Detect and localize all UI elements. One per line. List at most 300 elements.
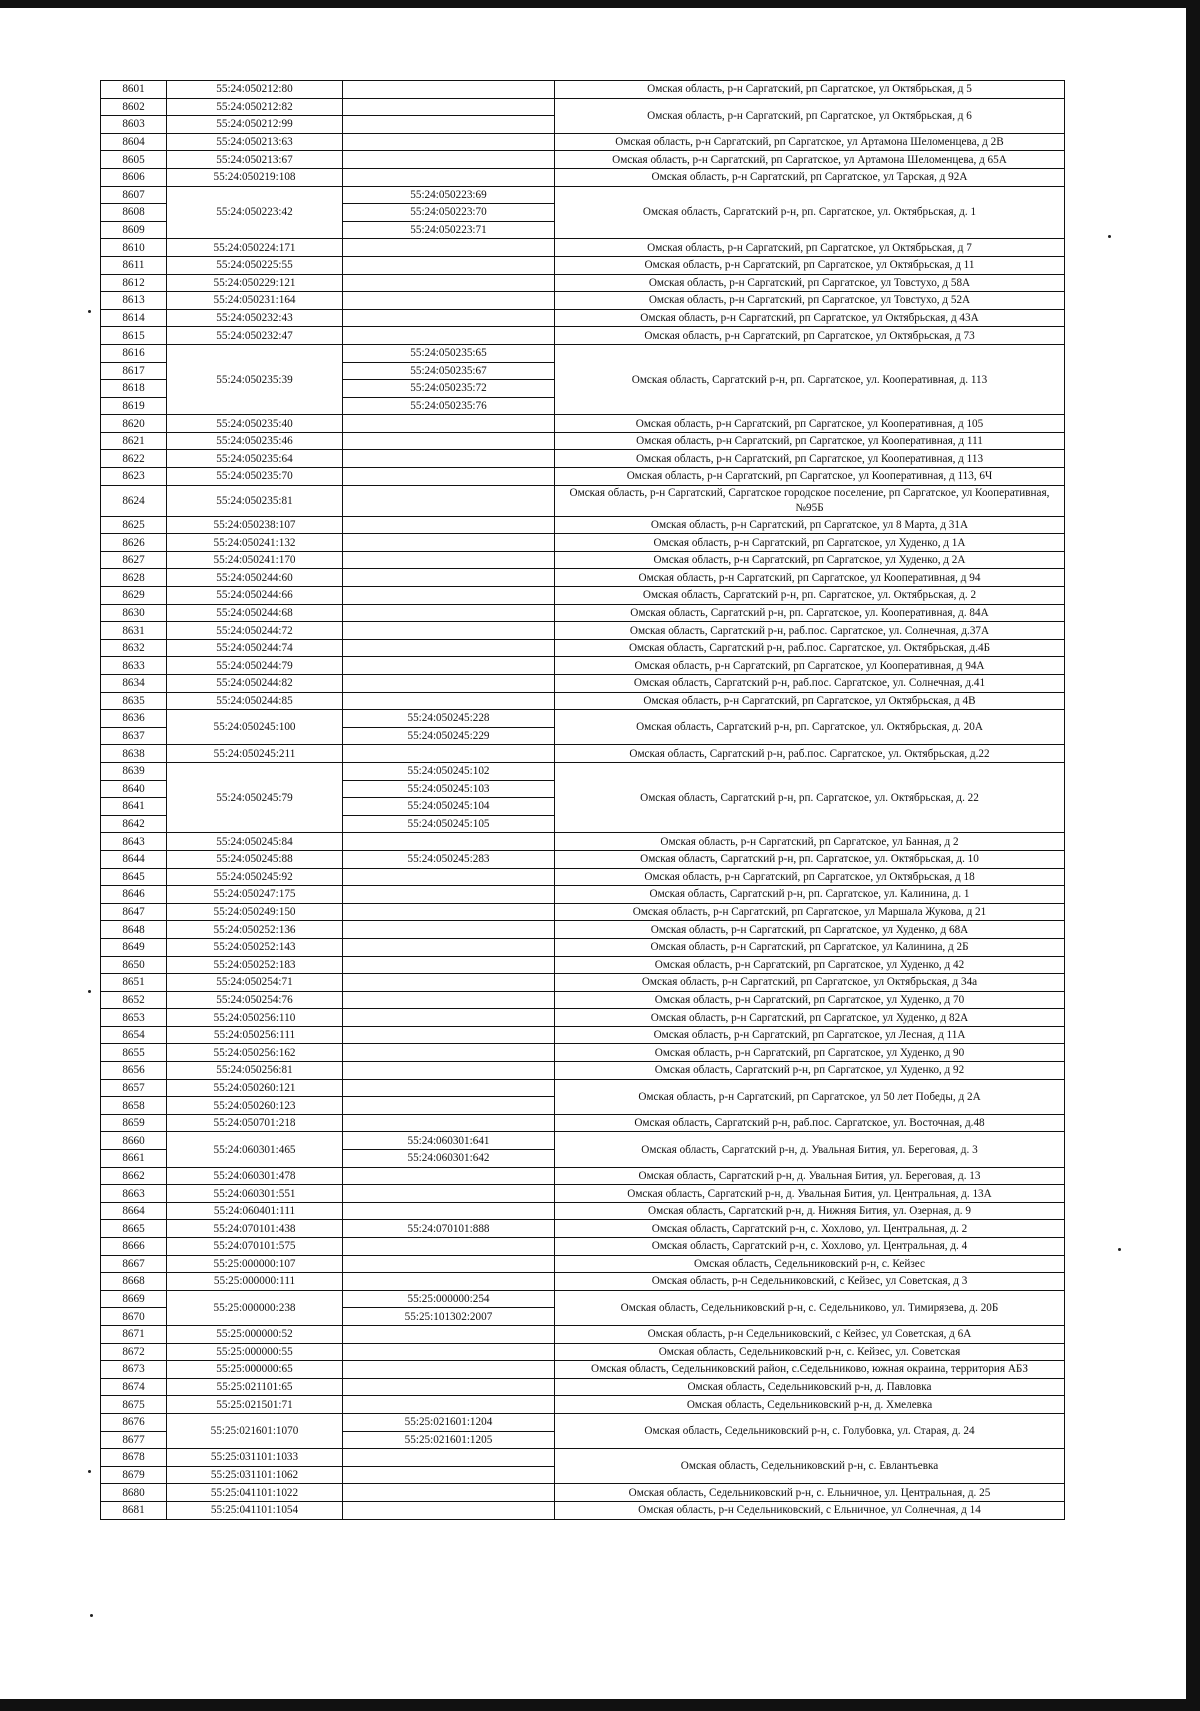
row-number: 8668	[101, 1273, 167, 1291]
linked-cadastral-number	[343, 868, 555, 886]
table-row	[101, 415, 1065, 433]
linked-cadastral-number	[343, 956, 555, 974]
linked-cadastral-number: 55:24:050223:69	[343, 186, 555, 204]
scan-speck	[88, 990, 91, 993]
cadastral-number: 55:25:000000:55	[167, 1343, 343, 1361]
address: Омская область, р-н Саргатский, рп Саргатское, ул Товстухо, д 52А	[555, 292, 1065, 310]
table-row	[101, 1484, 1065, 1502]
address: Омская область, Саргатский р-н, раб.пос. Саргатское, ул. Солнечная, д.41	[555, 675, 1065, 693]
table-row	[101, 274, 1065, 292]
address: Омская область, Саргатский р-н, рп. Саргатское, ул. Кооперативная, д. 84А	[555, 604, 1065, 622]
row-number: 8661	[101, 1150, 167, 1168]
linked-cadastral-number: 55:24:050245:229	[343, 727, 555, 745]
table-row	[101, 1501, 1065, 1519]
table-row	[101, 1167, 1065, 1185]
linked-cadastral-number	[343, 569, 555, 587]
address: Омская область, р-н Саргатский, рп Саргатское, ул Худенко, д 90	[555, 1044, 1065, 1062]
address: Омская область, р-н Саргатский, рп Саргатское, ул Кооперативная, д 105	[555, 415, 1065, 433]
address: Омская область, Седельниковский район, с.Седельниково, южная окраина, территория АБЗ	[555, 1361, 1065, 1379]
cadastral-number: 55:24:050213:67	[167, 151, 343, 169]
row-number: 8604	[101, 133, 167, 151]
row-number: 8680	[101, 1484, 167, 1502]
table-row	[101, 639, 1065, 657]
linked-cadastral-number	[343, 1185, 555, 1203]
row-number: 8676	[101, 1413, 167, 1431]
linked-cadastral-number: 55:25:000000:254	[343, 1290, 555, 1308]
address: Омская область, р-н Саргатский, рп Саргатское, ул Октябрьская, д 18	[555, 868, 1065, 886]
table-row	[101, 657, 1065, 675]
address: Омская область, р-н Седельниковский, с Ельничное, ул Солнечная, д 14	[555, 1501, 1065, 1519]
row-number: 8663	[101, 1185, 167, 1203]
row-number: 8629	[101, 587, 167, 605]
cadastral-number: 55:24:060301:478	[167, 1167, 343, 1185]
table-row	[101, 956, 1065, 974]
address: Омская область, р-н Саргатский, рп Саргатское, ул Маршала Жукова, д 21	[555, 903, 1065, 921]
linked-cadastral-number: 55:24:050235:72	[343, 380, 555, 398]
address: Омская область, Саргатский р-н, раб.пос. Саргатское, ул. Солнечная, д.37А	[555, 622, 1065, 640]
cadastral-number: 55:24:060401:111	[167, 1202, 343, 1220]
cadastral-number: 55:24:050235:39	[167, 344, 343, 414]
row-number: 8654	[101, 1026, 167, 1044]
row-number: 8601	[101, 81, 167, 99]
linked-cadastral-number: 55:24:050245:103	[343, 780, 555, 798]
linked-cadastral-number	[343, 151, 555, 169]
table-row	[101, 1343, 1065, 1361]
cadastral-number: 55:25:031101:1033	[167, 1449, 343, 1467]
table-row	[101, 1185, 1065, 1203]
address: Омская область, Седельниковский р-н, с. Седельниково, ул. Тимирязева, д. 20Б	[555, 1290, 1065, 1325]
linked-cadastral-number	[343, 274, 555, 292]
linked-cadastral-number	[343, 745, 555, 763]
cadastral-number: 55:24:050241:170	[167, 551, 343, 569]
cadastral-number: 55:24:050260:121	[167, 1079, 343, 1097]
table-row	[101, 850, 1065, 868]
table-row	[101, 991, 1065, 1009]
cadastral-number: 55:24:050244:82	[167, 675, 343, 693]
table-row	[101, 745, 1065, 763]
linked-cadastral-number: 55:24:050245:228	[343, 710, 555, 728]
row-number: 8641	[101, 798, 167, 816]
table-row	[101, 762, 1065, 780]
cadastral-number: 55:24:050235:81	[167, 485, 343, 516]
table-row	[101, 1290, 1065, 1308]
address: Омская область, р-н Саргатский, рп Саргатское, ул Худенко, д 70	[555, 991, 1065, 1009]
table-row	[101, 292, 1065, 310]
linked-cadastral-number	[343, 991, 555, 1009]
linked-cadastral-number: 55:24:050235:76	[343, 397, 555, 415]
row-number: 8655	[101, 1044, 167, 1062]
linked-cadastral-number	[343, 468, 555, 486]
linked-cadastral-number	[343, 1466, 555, 1484]
cadastral-number: 55:24:050245:211	[167, 745, 343, 763]
address: Омская область, Саргатский р-н, рп. Саргатское, ул. Октябрьская, д. 20А	[555, 710, 1065, 745]
row-number: 8669	[101, 1290, 167, 1308]
row-number: 8643	[101, 833, 167, 851]
linked-cadastral-number	[343, 116, 555, 134]
table-row	[101, 1079, 1065, 1097]
linked-cadastral-number	[343, 1026, 555, 1044]
row-number: 8613	[101, 292, 167, 310]
cadastral-number: 55:24:050224:171	[167, 239, 343, 257]
row-number: 8673	[101, 1361, 167, 1379]
table-row	[101, 309, 1065, 327]
row-number: 8606	[101, 168, 167, 186]
table-row	[101, 974, 1065, 992]
linked-cadastral-number: 55:24:060301:642	[343, 1150, 555, 1168]
linked-cadastral-number	[343, 1378, 555, 1396]
table-row	[101, 81, 1065, 99]
address: Омская область, р-н Саргатский, Саргатское городское поселение, рп Саргатское, ул Кооперативная, №95Б	[555, 485, 1065, 516]
table-row	[101, 133, 1065, 151]
address: Омская область, р-н Седельниковский, с Кейзес, ул Советская, д 3	[555, 1273, 1065, 1291]
address: Омская область, Седельниковский р-н, с. Кейзес	[555, 1255, 1065, 1273]
row-number: 8656	[101, 1062, 167, 1080]
linked-cadastral-number: 55:24:050235:67	[343, 362, 555, 380]
cadastral-number: 55:24:050212:82	[167, 98, 343, 116]
address: Омская область, Саргатский р-н, рп. Саргатское, ул. Октябрьская, д. 22	[555, 762, 1065, 832]
linked-cadastral-number	[343, 1044, 555, 1062]
cadastral-number: 55:24:050225:55	[167, 256, 343, 274]
scan-edge-top	[0, 0, 1200, 8]
linked-cadastral-number: 55:24:060301:641	[343, 1132, 555, 1150]
cadastral-number: 55:25:041101:1022	[167, 1484, 343, 1502]
linked-cadastral-number	[343, 1449, 555, 1467]
address: Омская область, р-н Саргатский, рп Саргатское, ул Худенко, д 1А	[555, 534, 1065, 552]
linked-cadastral-number: 55:24:050245:104	[343, 798, 555, 816]
row-number: 8639	[101, 762, 167, 780]
address: Омская область, р-н Саргатский, рп Саргатское, ул Октябрьская, д 4В	[555, 692, 1065, 710]
cadastral-number: 55:24:050213:63	[167, 133, 343, 151]
linked-cadastral-number	[343, 833, 555, 851]
address: Омская область, р-н Саргатский, рп Саргатское, ул Тарская, д 92А	[555, 168, 1065, 186]
row-number: 8678	[101, 1449, 167, 1467]
linked-cadastral-number	[343, 1062, 555, 1080]
row-number: 8650	[101, 956, 167, 974]
address: Омская область, Саргатский р-н, рп. Саргатское, ул. Калинина, д. 1	[555, 886, 1065, 904]
table-row	[101, 468, 1065, 486]
address: Омская область, Саргатский р-н, рп. Саргатское, ул. Октябрьская, д. 1	[555, 186, 1065, 239]
cadastral-number: 55:24:050223:42	[167, 186, 343, 239]
row-number: 8607	[101, 186, 167, 204]
table-row	[101, 868, 1065, 886]
row-number: 8616	[101, 344, 167, 362]
table-row	[101, 534, 1065, 552]
linked-cadastral-number	[343, 622, 555, 640]
linked-cadastral-number	[343, 1114, 555, 1132]
linked-cadastral-number	[343, 1202, 555, 1220]
address: Омская область, Саргатский р-н, д. Увальная Бития, ул. Береговая, д. 13	[555, 1167, 1065, 1185]
table-row	[101, 1026, 1065, 1044]
row-number: 8662	[101, 1167, 167, 1185]
table-row	[101, 168, 1065, 186]
linked-cadastral-number: 55:25:021601:1204	[343, 1413, 555, 1431]
row-number: 8611	[101, 256, 167, 274]
address: Омская область, Саргатский р-н, раб.пос. Саргатское, ул. Октябрьская, д.22	[555, 745, 1065, 763]
cadastral-number: 55:24:050256:111	[167, 1026, 343, 1044]
linked-cadastral-number	[343, 921, 555, 939]
table-row	[101, 450, 1065, 468]
row-number: 8644	[101, 850, 167, 868]
cadastral-number: 55:24:050241:132	[167, 534, 343, 552]
row-number: 8623	[101, 468, 167, 486]
row-number: 8666	[101, 1238, 167, 1256]
table-row	[101, 692, 1065, 710]
row-number: 8635	[101, 692, 167, 710]
row-number: 8608	[101, 204, 167, 222]
linked-cadastral-number	[343, 1009, 555, 1027]
row-number: 8632	[101, 639, 167, 657]
row-number: 8603	[101, 116, 167, 134]
row-number: 8645	[101, 868, 167, 886]
cadastral-number: 55:24:050244:68	[167, 604, 343, 622]
row-number: 8653	[101, 1009, 167, 1027]
row-number: 8677	[101, 1431, 167, 1449]
register-table	[100, 80, 1065, 1520]
row-number: 8659	[101, 1114, 167, 1132]
linked-cadastral-number	[343, 938, 555, 956]
cadastral-number: 55:24:050235:70	[167, 468, 343, 486]
address: Омская область, Седельниковский р-н, д. Павловка	[555, 1378, 1065, 1396]
table-row	[101, 1378, 1065, 1396]
table-row	[101, 256, 1065, 274]
cadastral-number: 55:24:050235:64	[167, 450, 343, 468]
table-row	[101, 432, 1065, 450]
row-number: 8624	[101, 485, 167, 516]
cadastral-number: 55:24:050232:47	[167, 327, 343, 345]
row-number: 8647	[101, 903, 167, 921]
linked-cadastral-number	[343, 692, 555, 710]
cadastral-number: 55:25:000000:107	[167, 1255, 343, 1273]
linked-cadastral-number	[343, 516, 555, 534]
cadastral-number: 55:25:000000:111	[167, 1273, 343, 1291]
address: Омская область, Седельниковский р-н, с. Кейзес, ул. Советская	[555, 1343, 1065, 1361]
linked-cadastral-number	[343, 534, 555, 552]
row-number: 8628	[101, 569, 167, 587]
cadastral-number: 55:25:041101:1054	[167, 1501, 343, 1519]
linked-cadastral-number	[343, 657, 555, 675]
linked-cadastral-number	[343, 903, 555, 921]
address: Омская область, р-н Саргатский, рп Саргатское, ул Кооперативная, д 113	[555, 450, 1065, 468]
address: Омская область, р-н Саргатский, рп Саргатское, ул 50 лет Победы, д 2А	[555, 1079, 1065, 1114]
cadastral-number: 55:24:070101:575	[167, 1238, 343, 1256]
cadastral-number: 55:24:050252:136	[167, 921, 343, 939]
table-row	[101, 886, 1065, 904]
cadastral-number: 55:24:050244:60	[167, 569, 343, 587]
row-number: 8648	[101, 921, 167, 939]
cadastral-number: 55:25:031101:1062	[167, 1466, 343, 1484]
row-number: 8640	[101, 780, 167, 798]
scan-speck	[90, 1614, 93, 1617]
linked-cadastral-number	[343, 256, 555, 274]
address: Омская область, р-н Саргатский, рп Саргатское, ул Худенко, д 2А	[555, 551, 1065, 569]
table-row	[101, 1449, 1065, 1467]
row-number: 8621	[101, 432, 167, 450]
address: Омская область, Саргатский р-н, д. Нижняя Бития, ул. Озерная, д. 9	[555, 1202, 1065, 1220]
address: Омская область, р-н Саргатский, рп Саргатское, ул Кооперативная, д 94	[555, 569, 1065, 587]
address: Омская область, р-н Саргатский, рп Саргатское, ул Банная, д 2	[555, 833, 1065, 851]
scan-speck	[1108, 235, 1111, 238]
cadastral-number: 55:24:050244:74	[167, 639, 343, 657]
linked-cadastral-number: 55:24:050223:70	[343, 204, 555, 222]
row-number: 8612	[101, 274, 167, 292]
linked-cadastral-number	[343, 1238, 555, 1256]
table-row	[101, 98, 1065, 116]
row-number: 8614	[101, 309, 167, 327]
address: Омская область, р-н Саргатский, рп Саргатское, ул Артамона Шеломенцева, д 2В	[555, 133, 1065, 151]
address: Омская область, р-н Седельниковский, с Кейзес, ул Советская, д 6А	[555, 1325, 1065, 1343]
row-number: 8649	[101, 938, 167, 956]
linked-cadastral-number	[343, 604, 555, 622]
cadastral-number: 55:24:050260:123	[167, 1097, 343, 1115]
table-row	[101, 186, 1065, 204]
linked-cadastral-number	[343, 1079, 555, 1097]
row-number: 8679	[101, 1466, 167, 1484]
table-row	[101, 1273, 1065, 1291]
cadastral-number: 55:24:050254:71	[167, 974, 343, 992]
cadastral-number: 55:24:050219:108	[167, 168, 343, 186]
linked-cadastral-number	[343, 485, 555, 516]
linked-cadastral-number	[343, 168, 555, 186]
linked-cadastral-number: 55:24:050223:71	[343, 221, 555, 239]
scan-speck	[1118, 1248, 1121, 1251]
cadastral-number: 55:24:050252:143	[167, 938, 343, 956]
cadastral-number: 55:24:050244:66	[167, 587, 343, 605]
row-number: 8675	[101, 1396, 167, 1414]
linked-cadastral-number: 55:24:070101:888	[343, 1220, 555, 1238]
table-row	[101, 344, 1065, 362]
address: Омская область, Седельниковский р-н, с. Евлантьевка	[555, 1449, 1065, 1484]
cadastral-number: 55:25:021601:1070	[167, 1413, 343, 1448]
cadastral-number: 55:25:021501:71	[167, 1396, 343, 1414]
table-row	[101, 1132, 1065, 1150]
row-number: 8625	[101, 516, 167, 534]
table-row	[101, 239, 1065, 257]
cadastral-number: 55:24:050235:46	[167, 432, 343, 450]
cadastral-number: 55:25:000000:52	[167, 1325, 343, 1343]
row-number: 8664	[101, 1202, 167, 1220]
linked-cadastral-number	[343, 675, 555, 693]
row-number: 8634	[101, 675, 167, 693]
linked-cadastral-number	[343, 309, 555, 327]
address: Омская область, р-н Саргатский, рп Саргатское, ул Кооперативная, д 94А	[555, 657, 1065, 675]
linked-cadastral-number	[343, 81, 555, 99]
cadastral-number: 55:24:050245:92	[167, 868, 343, 886]
cadastral-number: 55:24:050245:88	[167, 850, 343, 868]
address: Омская область, р-н Саргатский, рп Саргатское, ул Артамона Шеломенцева, д 65А	[555, 151, 1065, 169]
cadastral-number: 55:24:050256:162	[167, 1044, 343, 1062]
row-number: 8620	[101, 415, 167, 433]
address: Омская область, Саргатский р-н, с. Хохлово, ул. Центральная, д. 4	[555, 1238, 1065, 1256]
linked-cadastral-number	[343, 1484, 555, 1502]
table-row	[101, 675, 1065, 693]
linked-cadastral-number	[343, 98, 555, 116]
address: Омская область, Саргатский р-н, д. Увальная Бития, ул. Центральная, д. 13А	[555, 1185, 1065, 1203]
row-number: 8615	[101, 327, 167, 345]
row-number: 8622	[101, 450, 167, 468]
linked-cadastral-number	[343, 1167, 555, 1185]
table-row	[101, 1238, 1065, 1256]
table-row	[101, 327, 1065, 345]
row-number: 8617	[101, 362, 167, 380]
row-number: 8602	[101, 98, 167, 116]
row-number: 8657	[101, 1079, 167, 1097]
table-row	[101, 938, 1065, 956]
address: Омская область, р-н Саргатский, рп Саргатское, ул Октябрьская, д 6	[555, 98, 1065, 133]
cadastral-number: 55:24:050247:175	[167, 886, 343, 904]
cadastral-number: 55:25:000000:238	[167, 1290, 343, 1325]
row-number: 8658	[101, 1097, 167, 1115]
address: Омская область, р-н Саргатский, рп Саргатское, ул Октябрьская, д 5	[555, 81, 1065, 99]
table-row	[101, 1114, 1065, 1132]
address: Омская область, р-н Саргатский, рп Саргатское, ул Худенко, д 68А	[555, 921, 1065, 939]
cadastral-number: 55:24:050244:85	[167, 692, 343, 710]
row-number: 8626	[101, 534, 167, 552]
address: Омская область, р-н Саргатский, рп Саргатское, ул Октябрьская, д 43А	[555, 309, 1065, 327]
linked-cadastral-number	[343, 239, 555, 257]
address: Омская область, р-н Саргатский, рп Саргатское, ул Октябрьская, д 11	[555, 256, 1065, 274]
address: Омская область, Саргатский р-н, рп. Саргатское, ул. Октябрьская, д. 10	[555, 850, 1065, 868]
linked-cadastral-number	[343, 1273, 555, 1291]
row-number: 8652	[101, 991, 167, 1009]
table-row	[101, 1325, 1065, 1343]
cadastral-number: 55:24:050256:81	[167, 1062, 343, 1080]
cadastral-number: 55:24:050256:110	[167, 1009, 343, 1027]
address: Омская область, Саргатский р-н, раб.пос. Саргатское, ул. Восточная, д.48	[555, 1114, 1065, 1132]
row-number: 8636	[101, 710, 167, 728]
row-number: 8681	[101, 1501, 167, 1519]
linked-cadastral-number	[343, 450, 555, 468]
address: Омская область, р-н Саргатский, рп Саргатское, ул Кооперативная, д 113, 6Ч	[555, 468, 1065, 486]
linked-cadastral-number	[343, 1255, 555, 1273]
address: Омская область, Седельниковский р-н, д. Хмелевка	[555, 1396, 1065, 1414]
table-row	[101, 1062, 1065, 1080]
row-number: 8642	[101, 815, 167, 833]
linked-cadastral-number	[343, 292, 555, 310]
cadastral-number: 55:24:050254:76	[167, 991, 343, 1009]
table-row	[101, 1413, 1065, 1431]
row-number: 8651	[101, 974, 167, 992]
row-number: 8660	[101, 1132, 167, 1150]
table-row	[101, 1255, 1065, 1273]
register-table-body	[101, 81, 1065, 1520]
table-row	[101, 1044, 1065, 1062]
cadastral-number: 55:24:050235:40	[167, 415, 343, 433]
address: Омская область, Саргатский р-н, д. Увальная Бития, ул. Береговая, д. 3	[555, 1132, 1065, 1167]
address: Омская область, Саргатский р-н, рп Саргатское, ул Худенко, д 92	[555, 1062, 1065, 1080]
scan-edge-right	[1186, 0, 1200, 1711]
row-number: 8627	[101, 551, 167, 569]
cadastral-number: 55:24:050232:43	[167, 309, 343, 327]
table-row	[101, 1361, 1065, 1379]
table-row	[101, 710, 1065, 728]
row-number: 8674	[101, 1378, 167, 1396]
row-number: 8618	[101, 380, 167, 398]
table-row	[101, 587, 1065, 605]
linked-cadastral-number	[343, 886, 555, 904]
row-number: 8610	[101, 239, 167, 257]
cadastral-number: 55:24:050252:183	[167, 956, 343, 974]
row-number: 8630	[101, 604, 167, 622]
linked-cadastral-number: 55:24:050245:105	[343, 815, 555, 833]
linked-cadastral-number	[343, 1361, 555, 1379]
linked-cadastral-number: 55:24:050245:283	[343, 850, 555, 868]
cadastral-number: 55:24:050245:100	[167, 710, 343, 745]
address: Омская область, р-н Саргатский, рп Саргатское, ул Октябрьская, д 73	[555, 327, 1065, 345]
scan-edge-bottom	[0, 1699, 1200, 1711]
cadastral-number: 55:24:050231:164	[167, 292, 343, 310]
address: Омская область, Саргатский р-н, рп. Саргатское, ул. Кооперативная, д. 113	[555, 344, 1065, 414]
scan-speck	[88, 310, 91, 313]
